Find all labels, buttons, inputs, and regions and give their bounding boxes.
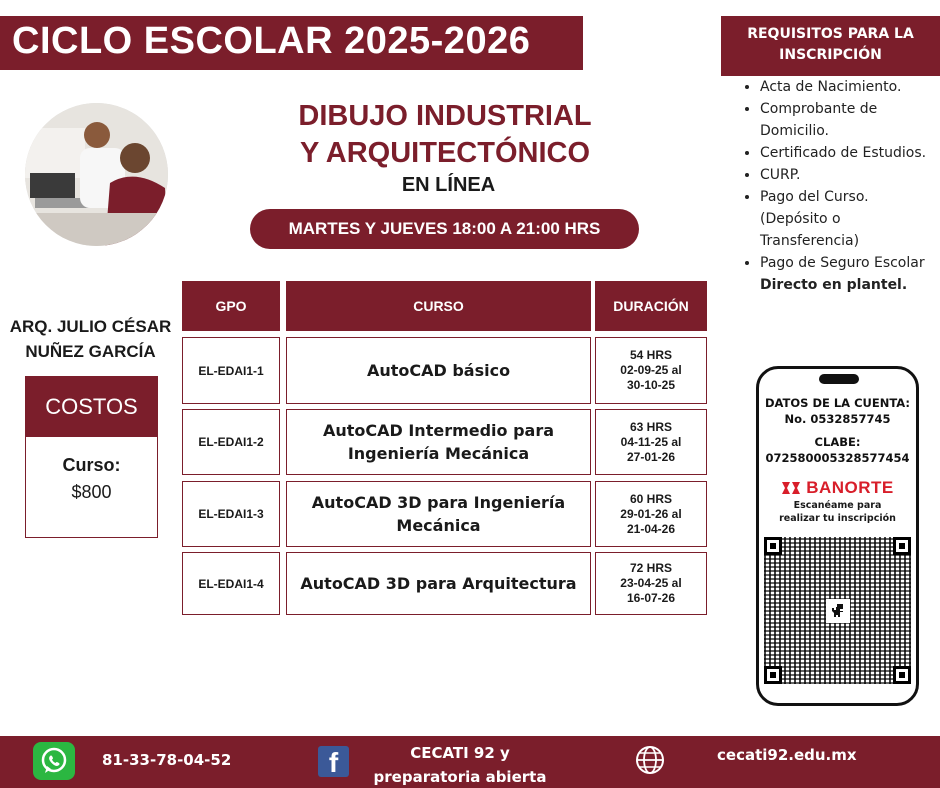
header-banner [0,16,583,70]
costs-box [25,376,158,538]
teacher-name [8,314,173,364]
costs-label: Curso: [62,455,121,475]
duration-end: 27-01-26 [626,449,676,464]
duration-start: 29-01-26 al [620,506,682,521]
duration-hours: 54 HRS [629,348,673,362]
requirement-item: • Certificado de Estudios. [760,142,932,164]
duration-hours: 60 HRS [629,491,673,506]
clabe-label: CLABE: [814,435,861,449]
program-modality: EN LÍNEA [401,174,496,196]
facebook-icon[interactable]: f [318,746,349,777]
costs-header: COSTOS [26,377,157,437]
bank-name: BANORTE [806,478,894,497]
requirement-item: • CURP. [760,164,932,186]
payment-phone-card [756,366,919,706]
phone-notch [819,374,859,384]
table-cell-course: AutoCAD básico [286,337,591,404]
bank-logo [767,475,908,501]
program-title-line1: DIBUJO INDUSTRIAL [298,100,592,132]
globe-icon [634,744,666,776]
table-cell-duration [595,409,707,475]
banorte-logo-icon [781,480,801,496]
table-header-course: CURSO [286,281,591,331]
duration-hours: 63 HRS [629,419,673,434]
whatsapp-icon[interactable] [33,742,75,780]
footer-website-link[interactable]: cecati92.edu.mx [717,746,857,764]
table-cell-course: AutoCAD 3D para Ingeniería Mecánica [286,481,591,547]
qr-code[interactable] [764,537,911,684]
students-photo-illustration [25,103,168,246]
requirements-header: REQUISITOS PARA LA INSCRIPCIÓN [721,16,940,76]
duration-end: 30-10-25 [626,378,676,392]
scan-line1: Escanéame para [793,500,882,511]
teacher-name-line1: ARQ. JULIO CÉSAR [9,317,172,336]
schedule-pill: MARTES Y JUEVES 18:00 A 21:00 HRS [250,209,639,249]
scan-line2: realizar tu inscripción [779,513,896,524]
qr-finder-pattern [893,666,911,684]
qr-finder-pattern [764,537,782,555]
qr-finder-pattern [893,537,911,555]
footer-facebook[interactable] [360,741,560,788]
duration-start: 02-09-25 al [620,363,682,377]
table-cell-duration [595,481,707,547]
footer-phone[interactable]: 81-33-78-04-52 [102,751,232,769]
table-header-duration: DURACIÓN [595,281,707,331]
qr-finder-pattern [764,666,782,684]
duration-hours: 72 HRS [629,561,673,575]
table-cell-course: AutoCAD Intermedio para Ingeniería Mecánica [286,409,591,475]
requirement-item: • Comprobante de Domicilio. [760,98,932,142]
table-cell-group: EL-EDAI1-3 [182,481,280,547]
requirement-item: • Acta de Nacimiento. [760,76,932,98]
table-cell-group: EL-EDAI1-4 [182,552,280,615]
footer-facebook-line2: preparatoria abierta [373,768,547,786]
table-cell-group: EL-EDAI1-2 [182,409,280,475]
account-number: No. 0532857745 [784,412,891,426]
scan-instructions [759,499,916,525]
table-cell-duration [595,552,707,615]
school-year-title: CICLO ESCOLAR 2025-2026 [12,20,531,62]
duration-start: 23-04-25 al [620,576,682,590]
teacher-name-line2: NUÑEZ GARCÍA [25,342,156,361]
table-header-group: GPO [182,281,280,331]
duration-start: 04-11-25 al [620,434,682,449]
table-cell-duration [595,337,707,404]
duration-end: 21-04-26 [626,521,676,536]
clabe-number: 072580005328577454 [765,451,910,465]
costs-value: $800 [71,482,112,502]
requirement-item: • Pago de Seguro Escolar Directo en plantel. [760,252,932,296]
program-title-line2: Y ARQUITECTÓNICO [299,137,590,169]
requirements-list [742,76,932,296]
table-cell-course: AutoCAD 3D para Arquitectura [286,552,591,615]
footer-facebook-line1: CECATI 92 y [410,744,510,762]
duration-end: 16-07-26 [626,591,676,605]
account-label: DATOS DE LA CUENTA: [764,396,911,410]
table-cell-group: EL-EDAI1-1 [182,337,280,404]
requirement-item: • Pago del Curso. (Depósito o Transferencia) [760,186,932,252]
students-photo [25,103,168,246]
dinosaur-icon [826,599,850,623]
